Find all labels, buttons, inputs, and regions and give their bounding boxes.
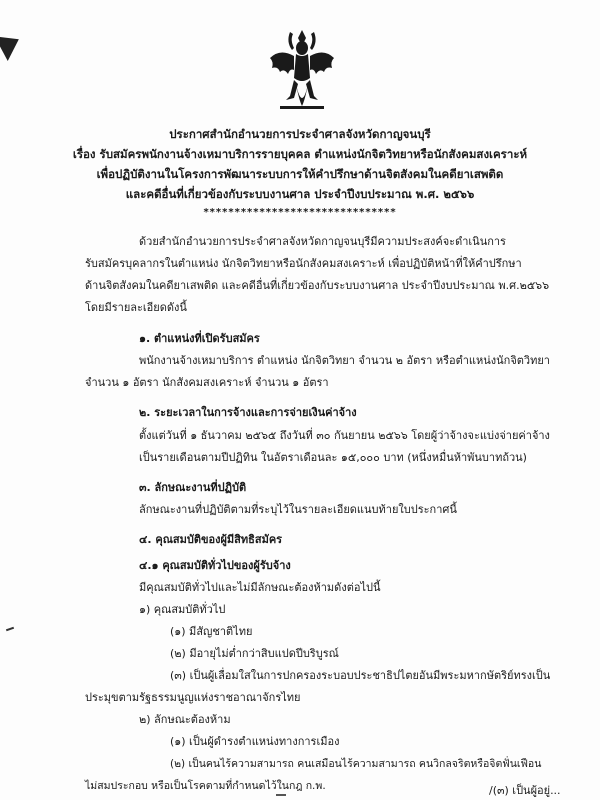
general-item-1: (๑) มีสัญชาติไทย xyxy=(170,625,253,638)
scan-corner-mark xyxy=(0,27,25,61)
prohibition-item-1: (๑) เป็นผู้ดำรงตำแหน่งทางการเมือง xyxy=(170,735,340,748)
section-2-heading: ๒. ระยะเวลาในการจ้างและการจ่ายเงินค่าจ้าง xyxy=(139,406,357,419)
section-1-line-2: จำนวน ๑ อัตรา นักสังคมสงเคราะห์ จำนวน ๑ อัตรา xyxy=(85,376,329,389)
scan-margin-mark xyxy=(6,627,14,632)
page-continuation: /(๓) เป็นผู้อยู่... xyxy=(489,784,561,797)
page-bottom-mark xyxy=(276,794,286,796)
intro-line-4: โดยมีรายละเอียดดังนี้ xyxy=(85,301,187,314)
general-qualifications-heading: ๑) คุณสมบัติทั่วไป xyxy=(139,603,226,616)
section-1-heading: ๑. ตำแหน่งที่เปิดรับสมัคร xyxy=(139,332,260,345)
announcement-title: ประกาศสำนักอำนวยการประจำศาลจังหวัดกาญจนบุรี xyxy=(169,127,431,141)
intro-line-1: ด้วยสำนักอำนวยการประจำศาลจังหวัดกาญจนบุรีมีความประสงค์จะดำเนินการ xyxy=(139,235,506,248)
prohibitions-heading: ๒) ลักษณะต้องห้าม xyxy=(139,713,231,726)
section-1-line-1: พนักงานจ้างเหมาบริการ ตำแหน่ง นักจิตวิทยา จำนวน ๒ อัตรา หรือตำแหน่งนักจิตวิทยา xyxy=(139,354,550,367)
section-4-heading: ๔. คุณสมบัติของผู้มีสิทธิสมัคร xyxy=(139,533,283,546)
general-item-2: (๒) มีอายุไม่ต่ำกว่าสิบแปดปีบริบูรณ์ xyxy=(170,647,339,660)
prohibition-item-2-continued: ไม่สมประกอบ หรือเป็นโรคตามที่กำหนดไว้ในกฎ ก.พ. xyxy=(85,780,326,792)
garuda-emblem xyxy=(266,28,338,116)
intro-line-2: รับสมัครบุคลากรในตำแหน่ง นักจิตวิทยาหรือนักสังคมสงเคราะห์ เพื่อปฏิบัติหน้าที่ให้คำปรึกษา xyxy=(85,257,522,270)
section-4-1-heading: ๔.๑ คุณสมบัติทั่วไปของผู้รับจ้าง xyxy=(139,559,291,572)
section-2-line-1: ตั้งแต่วันที่ ๑ ธันวาคม ๒๕๖๕ ถึงวันที่ ๓๐ กันยายน ๒๕๖๖ โดยผู้ว่าจ้างจะแบ่งจ่ายค่าจ้าง xyxy=(139,429,550,442)
intro-line-3: ด้านจิตสังคมในคดียาเสพติด และคดีอื่นที่เกี่ยวข้องกับระบบงานศาล ประจำปีงบประมาณ พ.ศ.๒๕๖๖ xyxy=(85,279,550,292)
header-divider: ******************************* xyxy=(203,207,397,218)
general-item-3-continued: ประมุขตามรัฐธรรมนูญแห่งราชอาณาจักรไทย xyxy=(85,691,301,704)
section-4-lead: มีคุณสมบัติทั่วไปและไม่มีลักษณะต้องห้ามดังต่อไปนี้ xyxy=(139,581,381,594)
section-2-line-2: เป็นรายเดือนตามปีปฏิทิน ในอัตราเดือนละ ๑๕,๐๐๐ บาท (หนึ่งหมื่นห้าพันบาทถ้วน) xyxy=(139,451,527,464)
section-3-line-1: ลักษณะงานที่ปฏิบัติตามที่ระบุไว้ในรายละเอียดแนบท้ายใบประกาศนี้ xyxy=(139,503,457,516)
subject-line-3: และคดีอื่นที่เกี่ยวข้องกับระบบงานศาล ประจำปีงบประมาณ พ.ศ. ๒๕๖๖ xyxy=(125,187,475,201)
section-3-heading: ๓. ลักษณะงานที่ปฏิบัติ xyxy=(139,481,247,494)
subject-line-2: เพื่อปฏิบัติงานในโครงการพัฒนาระบบการให้คำปรึกษาด้านจิตสังคมในคดียาเสพติด xyxy=(96,167,504,181)
general-item-3: (๓) เป็นผู้เลื่อมใสในการปกครองระบอบประชาธิปไตยอันมีพระมหากษัตริย์ทรงเป็น xyxy=(170,669,551,682)
prohibition-item-2: (๒) เป็นคนไร้ความสามารถ คนเสมือนไร้ความสามารถ คนวิกลจริตหรือจิตฟั่นเฟือน xyxy=(170,758,542,770)
subject-line-1: เรื่อง รับสมัครพนักงานจ้างเหมาบริการรายบุคคล ตำแหน่งนักจิตวิทยาหรือนักสังคมสงเคราะห์ xyxy=(72,147,528,161)
